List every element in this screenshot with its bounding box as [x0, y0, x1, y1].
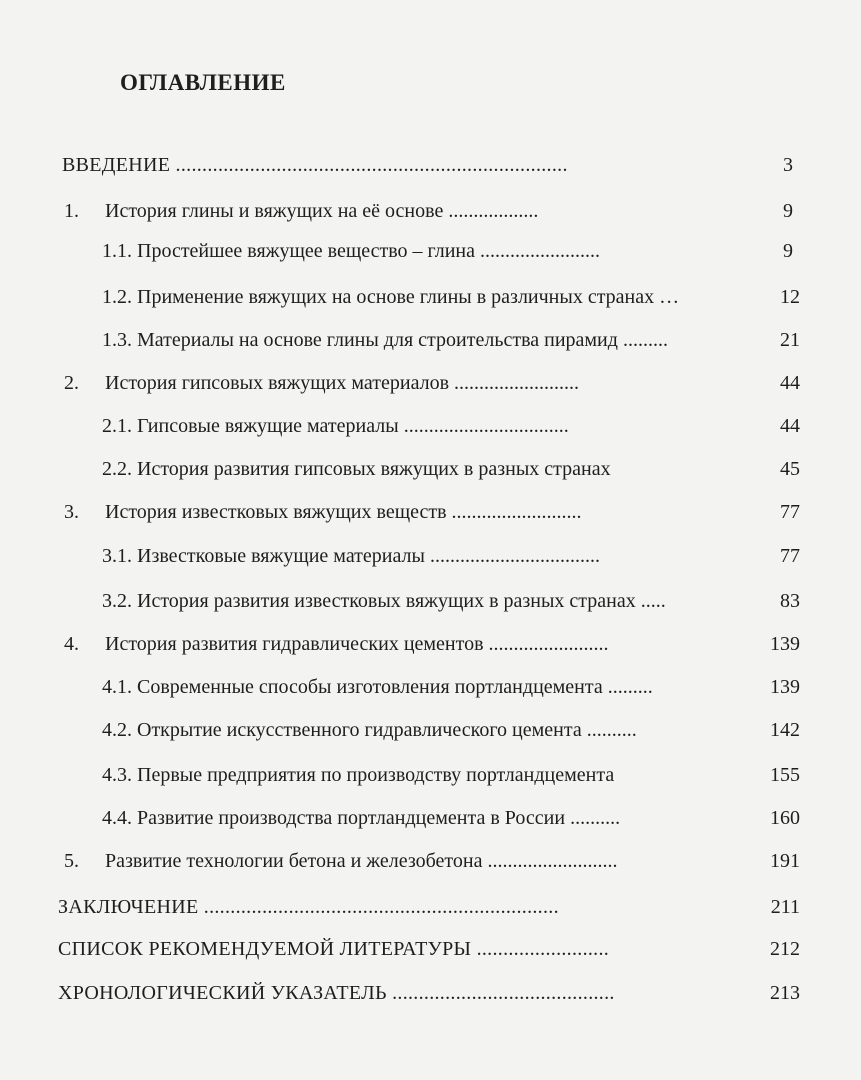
page-number: 9: [783, 240, 793, 262]
toc-entry-label: 1.2. Применение вяжущих на основе глины в различных странах …: [102, 286, 680, 308]
toc-entry-label: СПИСОК РЕКОМЕНДУЕМОЙ ЛИТЕРАТУРЫ .........................: [58, 938, 610, 960]
chapter-number: 4.: [64, 633, 79, 655]
page-number: 155: [770, 764, 800, 786]
toc-entry-section-2-1: [102, 411, 750, 441]
toc-entry-label: 4.3. Первые предприятия по производству портландцемента: [102, 764, 615, 786]
page-number: 211: [770, 896, 800, 918]
toc-entry-label: История гипсовых вяжущих материалов .........................: [105, 372, 580, 394]
toc-entry-section-1-2: [102, 282, 750, 312]
toc-entry-label: 1.1. Простейшее вяжущее вещество – глина ........................: [102, 240, 600, 262]
toc-entry-label: ЗАКЛЮЧЕНИЕ ...................................................................: [58, 896, 559, 918]
page-number: 44: [780, 415, 800, 437]
page-number: 44: [780, 372, 800, 394]
page-number: 139: [770, 676, 800, 698]
toc-entry-chapter-2: [64, 368, 745, 398]
toc-entry-section-4-3: [102, 760, 750, 790]
page-number: 77: [780, 501, 800, 523]
page-number: 142: [770, 719, 800, 741]
toc-entry-bibliography: [58, 934, 738, 964]
page-number: 21: [780, 329, 800, 351]
toc-entry-label: 3.1. Известковые вяжущие материалы ..................................: [102, 545, 600, 567]
toc-entry-label: История глины и вяжущих на её основе ..................: [105, 200, 539, 222]
page-number: 45: [780, 458, 800, 480]
chapter-number: 1.: [64, 200, 79, 222]
toc-title: ОГЛАВЛЕНИЕ: [120, 70, 286, 95]
toc-entry-label: 2.1. Гипсовые вяжущие материалы .................................: [102, 415, 569, 437]
toc-entry-label: 2.2. История развития гипсовых вяжущих в разных странах: [102, 458, 611, 480]
toc-entry-chapter-1: [64, 196, 745, 226]
toc-entry-label: 4.4. Развитие производства портландцемента в России ..........: [102, 807, 621, 829]
toc-entry-chapter-3: [64, 497, 745, 527]
toc-entry-label: История известковых вяжущих веществ ..........................: [105, 501, 582, 523]
toc-entry-label: 4.1. Современные способы изготовления портландцемента .........: [102, 676, 653, 698]
page-number: 83: [780, 590, 800, 612]
toc-entry-section-4-2: [102, 715, 750, 745]
page-number: 9: [783, 200, 793, 222]
page-number: 139: [770, 633, 800, 655]
toc-entry-label: Развитие технологии бетона и железобетона ..........................: [105, 850, 618, 872]
toc-entry-section-4-4: [102, 803, 750, 833]
page-number: 160: [770, 807, 800, 829]
chapter-number: 3.: [64, 501, 79, 523]
toc-entry-section-1-3: [102, 325, 750, 355]
toc-entry-section-3-1: [102, 541, 750, 571]
toc-entry-section-3-2: [102, 586, 750, 616]
page-number: 3: [783, 154, 793, 176]
toc-entry-label: 4.2. Открытие искусственного гидравлического цемента ..........: [102, 719, 637, 741]
toc-entry-conclusion: [58, 892, 738, 922]
toc-entry-label: ХРОНОЛОГИЧЕСКИЙ УКАЗАТЕЛЬ ..........................................: [58, 982, 615, 1004]
toc-entry-label: 3.2. История развития известковых вяжущих в разных странах .....: [102, 590, 666, 612]
page-number: 212: [770, 938, 800, 960]
toc-entry-chapter-4: [64, 629, 745, 659]
toc-entry-label: ВВЕДЕНИЕ ..........................................................................: [62, 154, 568, 176]
page-number: 12: [780, 286, 800, 308]
toc-entry-label: 1.3. Материалы на основе глины для строительства пирамид .........: [102, 329, 668, 351]
toc-entry-intro: [62, 150, 752, 180]
toc-entry-section-1-1: [102, 236, 750, 266]
toc-entry-chronology: [58, 978, 738, 1008]
toc-entry-chapter-5: [64, 846, 745, 876]
toc-entry-label: История развития гидравлических цементов ........................: [105, 633, 609, 655]
page-number: 213: [770, 982, 800, 1004]
page-number: 191: [770, 850, 800, 872]
toc-entry-section-2-2: [102, 454, 750, 484]
page-number: 77: [780, 545, 800, 567]
chapter-number: 5.: [64, 850, 79, 872]
chapter-number: 2.: [64, 372, 79, 394]
toc-entry-section-4-1: [102, 672, 750, 702]
